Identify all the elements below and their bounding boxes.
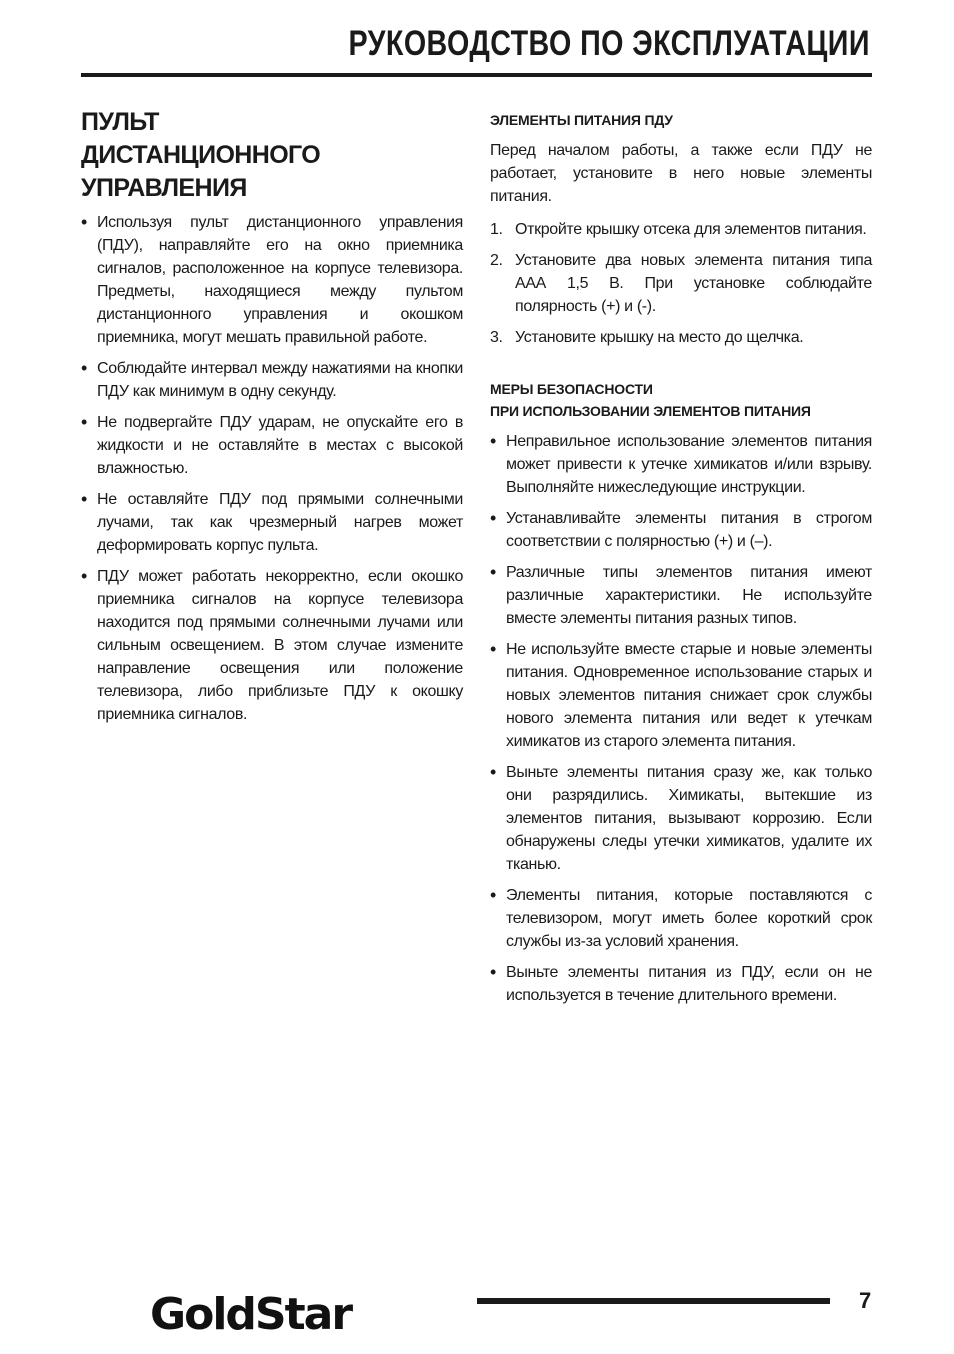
list-item: • Используя пульт дистанционного управления (ПДУ), направляйте его на окно приемника сигналов, расположенное на корпусе телевизора. Предметы, находящиеся между пультом дистанционного управления и окошком приемника, могут мешать правильной работе. (81, 211, 463, 349)
list-item: • Выньте элементы питания сразу же, как только они разрядились. Химикаты, вытекшие из элементов питания, вызывают коррозию. Если обнаружены следы утечки химикатов, удалите их тканью. (490, 761, 872, 876)
batteries-heading: ЭЛЕМЕНТЫ ПИТАНИЯ ПДУ (490, 112, 673, 128)
page-number: 7 (859, 1288, 872, 1313)
remote-usage-list (81, 211, 463, 726)
header-divider (81, 73, 872, 77)
step-number: 1. (490, 221, 503, 238)
left-column (81, 106, 463, 734)
list-item: • Не подвергайте ПДУ ударам, не опускайте его в жидкости и не оставляйте в местах с высокой влажностью. (81, 411, 463, 480)
safety-heading (490, 378, 872, 422)
title-line-2: ДИСТАНЦИОННОГО УПРАВЛЕНИЯ (81, 141, 321, 202)
list-item (490, 249, 872, 318)
list-item: • Соблюдайте интервал между нажатиями на кнопки ПДУ как минимум в одну секунду. (81, 357, 463, 403)
safety-heading-line-1: МЕРЫ БЕЗОПАСНОСТИ (490, 381, 653, 397)
list-item: • Устанавливайте элементы питания в строгом соответствии с полярностью (+) и (–). (490, 507, 872, 553)
safety-list (490, 430, 872, 1007)
step-text: Откройте крышку отсека для элементов питания. (515, 221, 867, 238)
list-item: • Выньте элементы питания из ПДУ, если он не используется в течение длительного времени. (490, 961, 872, 1007)
step-number: 3. (490, 329, 503, 346)
list-item (490, 326, 872, 349)
list-item (490, 218, 872, 241)
step-number: 2. (490, 252, 503, 269)
list-item: • Различные типы элементов питания имеют различные характеристики. Не используйте вместе элементы питания разных типов. (490, 561, 872, 630)
step-text: Установите крышку на место до щелчка. (515, 329, 804, 346)
list-item: • Не используйте вместе старые и новые элементы питания. Одновременное использование старых и новых элементов питания снижает срок службы нового элемента питания или ведет к утечкам химикатов из старого элемента питания. (490, 638, 872, 753)
safety-heading-line-2: ПРИ ИСПОЛЬЗОВАНИИ ЭЛЕМЕНТОВ ПИТАНИЯ (490, 403, 811, 419)
goldstar-logo: GoldStar (150, 1289, 352, 1340)
list-item: • ПДУ может работать некорректно, если окошко приемника сигналов на корпусе телевизора находится под прямыми солнечными лучами или сильным освещением. В этом случае измените направление освещения или положение телевизора, либо приблизьте ПДУ к окошку приемника сигналов. (81, 565, 463, 726)
list-item: • Элементы питания, которые поставляются с телевизором, могут иметь более короткий срок службы из-за условий хранения. (490, 884, 872, 953)
remote-control-title (81, 106, 463, 205)
batteries-intro: Перед началом работы, а также если ПДУ не работает, установите в него новые элементы питания. (490, 142, 872, 205)
step-text: Установите два новых элемента питания типа ААА 1,5 В. При установке соблюдайте полярность (+) и (-). (515, 252, 872, 315)
right-column (490, 109, 872, 1015)
list-item: • Неправильное использование элементов питания может привести к утечке химикатов и/или взрыву. Выполняйте нижеследующие инструкции. (490, 430, 872, 499)
title-line-1: ПУЛЬТ (81, 108, 159, 136)
install-steps-list (490, 218, 872, 349)
page-header-title: РУКОВОДСТВО ПО ЭКСПЛУАТАЦИИ (348, 24, 870, 63)
footer-divider (477, 1298, 830, 1304)
list-item: • Не оставляйте ПДУ под прямыми солнечными лучами, так как чрезмерный нагрев может деформировать корпус пульта. (81, 488, 463, 557)
